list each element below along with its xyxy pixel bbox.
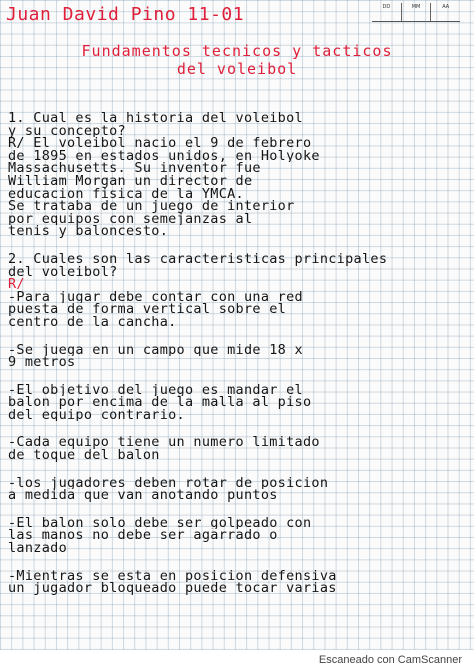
line-gap [8,421,464,436]
note-line: por equipos con semejanzas al [8,212,253,226]
note-line: R/ El voleibol nacio el 9 de febrero [8,137,312,150]
note-line: Massachusetts. Su inventor fue [8,162,261,175]
note-line: William Morgan un director de [8,174,253,188]
note-line: 2. Cuales son las caracteristicas principales [8,252,388,266]
line-gap [8,462,464,477]
page-title [0,42,474,78]
scanner-label: Escaneado con CamScanner [318,654,462,666]
note-line: educacion fisica de la YMCA. [8,187,244,201]
note-line: un jugador bloqueado puede tocar varias [8,582,337,595]
note-line: puesta de forma vertical sobre el [8,303,287,316]
date-box [372,3,460,22]
date-label-day: DD [382,4,391,10]
line-gap [8,502,464,517]
note-line: -Se juega en un campo que mide 18 x [8,343,303,357]
line-gap [8,329,464,344]
date-label-month: MM [401,3,431,21]
note-line: tenis y baloncesto. [8,225,169,238]
note-line: de toque del balon [8,449,160,462]
line-gap [8,369,464,384]
date-label-year: AA [430,3,460,21]
title-line-2: del voleibol [176,60,298,78]
note-line: balon por encima de la malla al piso [8,396,312,409]
note-line: las manos no debe ser agarrado o [8,529,278,543]
note-line: 1. Cual es la historia del voleibol [8,112,303,125]
note-line: -Para jugar debe contar con una red [8,290,303,304]
note-line: centro de la cancha. [8,315,177,329]
note-line: a medida que van anotando puntos [8,489,278,502]
note-line: -Cada equipo tiene un numero limitado [8,436,320,450]
line-gap [8,555,464,570]
note-line: -El balon solo debe ser golpeado con [8,516,312,530]
note-line: -El objetivo del juego es mandar el [8,383,303,397]
note-line: del equipo contrario. [8,408,185,422]
line-gap [8,238,464,253]
note-line: Se trataba de un juego de interior [8,200,295,213]
note-line: lanzado [8,542,67,555]
note-line: del voleibol? [8,265,118,279]
student-name-group: Juan David Pino 11-01 [6,4,245,25]
note-line: -los jugadores deben rotar de posicion [8,476,329,490]
note-line: 9 metros [8,356,76,369]
note-line: -Mientras se esta en posicion defensiva [8,569,337,583]
note-line: y su concepto? [8,124,126,138]
scanner-watermark [0,650,474,670]
title-line-1: Fundamentos tecnicos y tacticos [81,42,393,60]
note-line: de 1895 en estados unidos, en Holyoke [8,149,320,163]
note-line: R/ [8,278,25,291]
handwritten-notes [8,112,464,595]
